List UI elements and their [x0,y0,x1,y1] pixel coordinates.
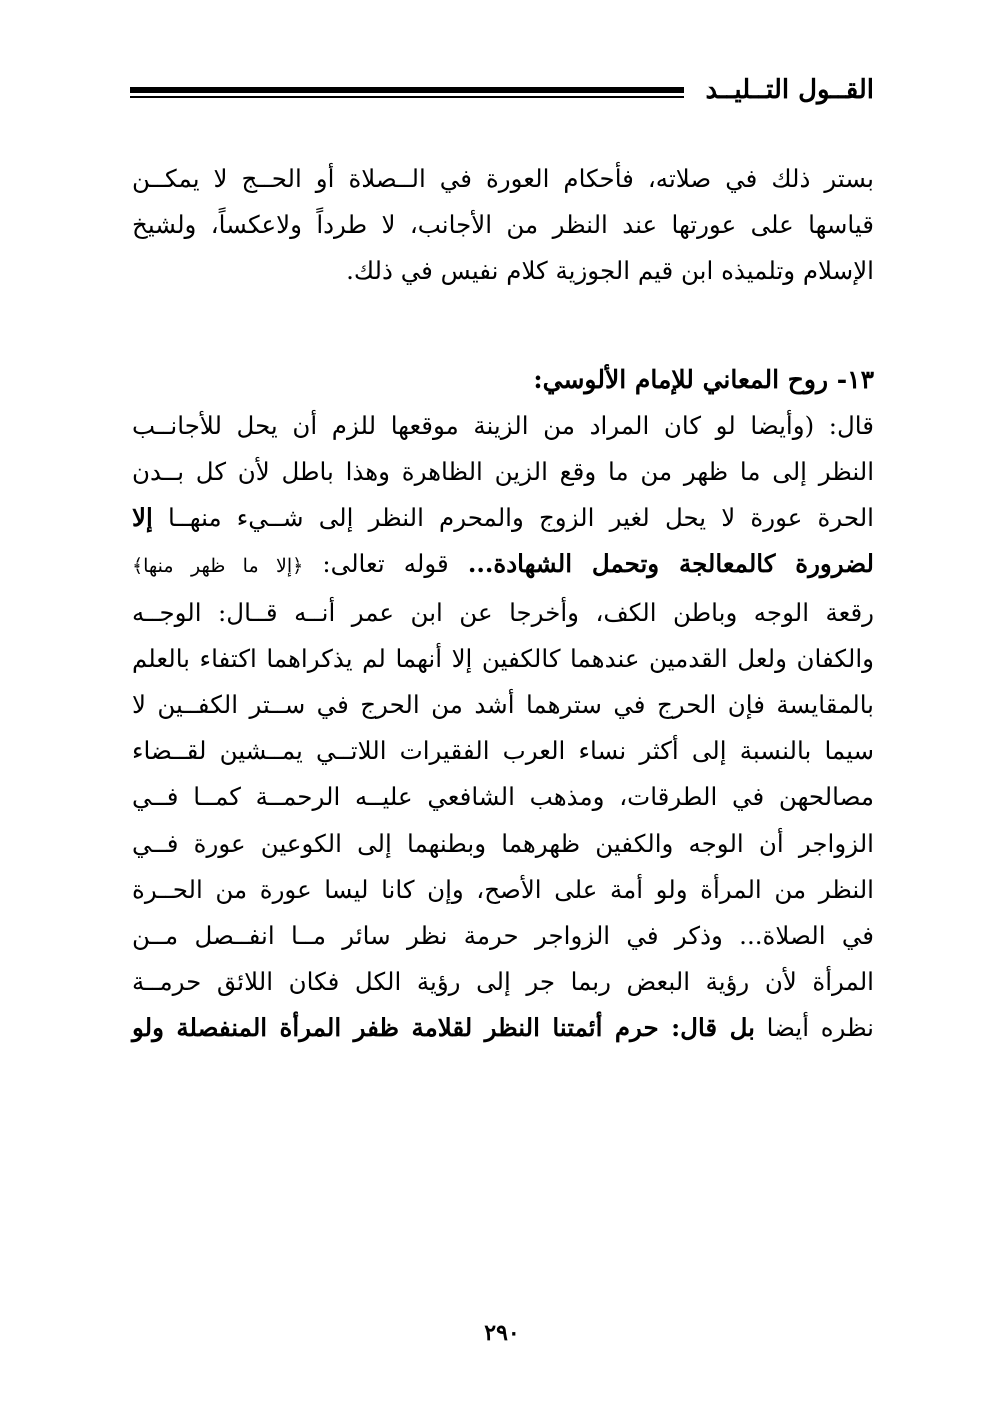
paragraph-line-11: النظر من المرأة ولو أمة على الأصح، وإن كانا ليسا عورة من الحــرة [132,874,874,904]
header-rule-thin [130,96,684,98]
paragraph-line-3-text: الحرة عورة لا يحل لغير الزوج والمحرم النظر إلى شــيء منهــا [167,503,874,533]
paragraph-line-4-text: قوله تعالى: [322,549,449,579]
paragraph-line-14-bold: بل قال: حرم أئمتنا النظر لقلامة ظفر المرأة المنفصلة ولو [132,1013,755,1043]
intro-line-2: قياسها على عورتها عند النظر من الأجانب، لا طرداً ولاعكساً، ولشيخ [132,210,874,240]
page-body [132,156,874,1052]
paragraph-line-4-bold: لضرورة كالمعالجة وتحمل الشهادة... [467,549,874,579]
paragraph-line-5: رقعة الوجه وباطن الكف، وأخرجا عن ابن عمر أنــه قــال: الوجــه [132,597,874,627]
paragraph-line-6: والكفان ولعل القدمين عندهما كالكفين إلا أنهما لم يذكراهما اكتفاء بالعلم [132,643,874,673]
paragraph-line-9: مصالحهن في الطرقات، ومذهب الشافعي عليــه الرحمــة كمــا فــي [132,782,874,812]
running-header [130,70,874,110]
paragraph-line-3 [132,495,874,541]
paragraph-line-7: بالمقايسة فإن الحرج في سترهما أشد من الحرج في ســتر الكفــين لا [132,690,874,720]
quran-verse: ﴿إلا ما ظهر منها﴾ [132,555,304,578]
paragraph-line-2: النظر إلى ما ظهر من ما وقع الزين الظاهرة وهذا باطل لأن كل بــدن [132,457,874,487]
intro-line-1: بستر ذلك في صلاته، فأحكام العورة في الــصلاة أو الحــج لا يمكــن [132,164,874,193]
section-heading: ١٣- روح المعاني للإمام الألوسي: [533,364,874,394]
paragraph-line-14-text: نظره أيضا [766,1013,874,1043]
paragraph-line-10: الزواجر أن الوجه والكفين ظهرهما وبطنهما إلى الكوعين عورة فــي [132,828,874,858]
paragraph-line-14 [132,1005,874,1051]
paragraph-line-4 [132,541,874,589]
header-double-rule [130,87,684,99]
header-rule-thick [130,87,684,93]
paragraph-line-1: قال: (وأيضا لو كان المراد من الزينة موقعها للزم أن يحل للأجانــب [132,410,874,440]
intro-line-3: الإسلام وتلميذه ابن قيم الجوزية كلام نفيس في ذلك. [346,256,874,286]
book-title: القــول التــليــد [705,75,874,105]
page-number: ٢٩٠ [484,1320,520,1346]
paragraph-line-13: المرأة لأن رؤية البعض ربما جر إلى رؤية الكل فكان اللائق حرمــة [132,967,874,997]
paragraph-line-8: سيما بالنسبة إلى أكثر نساء العرب الفقيرات اللاتــي يمــشين لقــضاء [132,736,874,766]
paragraph-line-12: في الصلاة... وذكر في الزواجر حرمة نظر سائر مــا انفــصل مــن [132,921,874,951]
paragraph-line-3-bold: إلا [132,503,153,533]
